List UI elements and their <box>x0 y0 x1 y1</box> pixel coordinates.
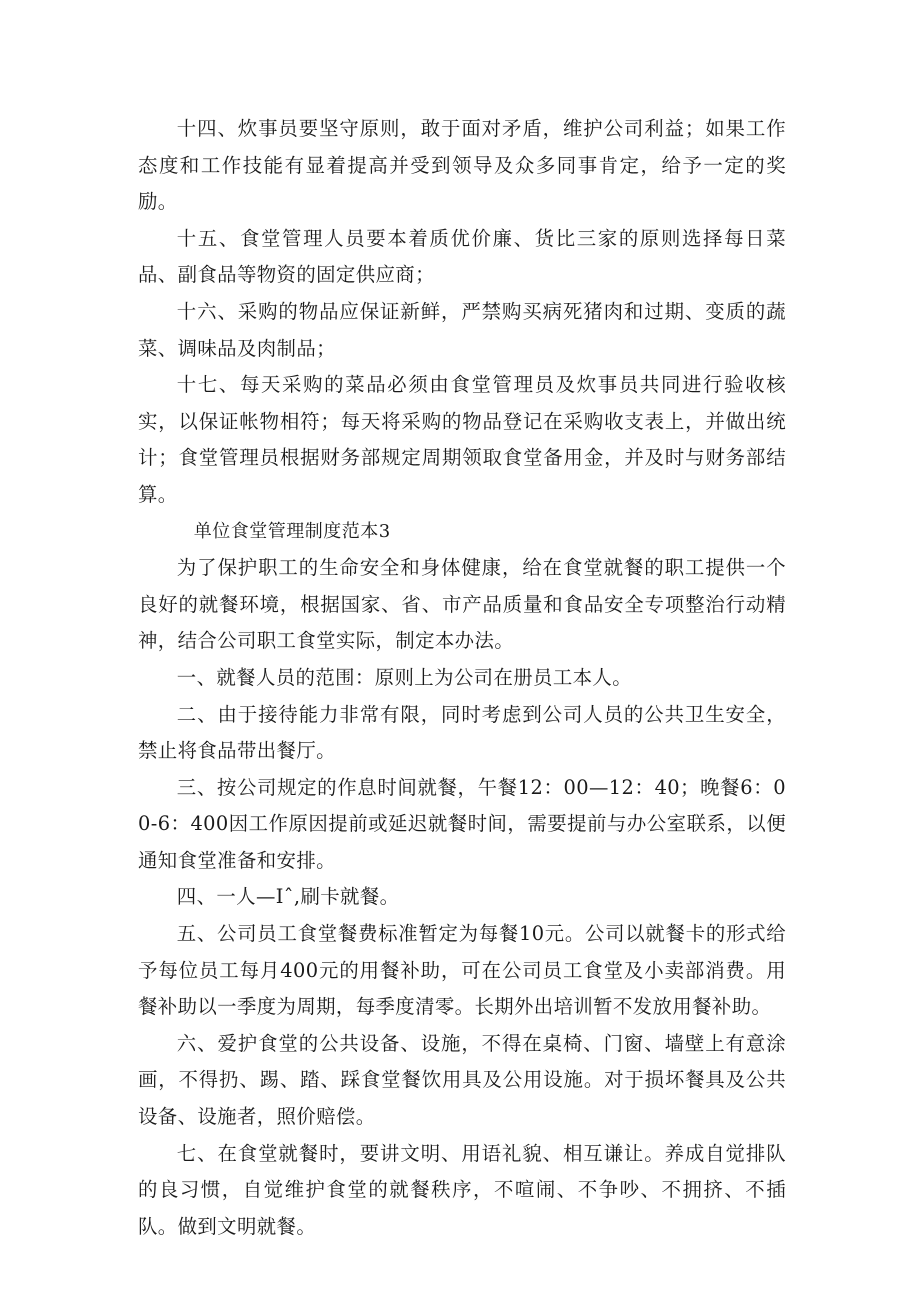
document-page <box>138 111 786 1245</box>
rule-4: 四、一人—Iˆ,刷卡就餐。 <box>176 885 400 909</box>
paragraph-14: 十四、炊事员要坚守原则，敢于面对矛盾，维护公司利益；如果工作态度和工作技能有显着提高并受到领导及众多同事肯定，给予一定的奖励。 <box>138 117 786 214</box>
paragraph-17: 十七、每天采购的菜品必须由食堂管理员及炊事员共同进行验收核实，以保证帐物相符；每天将采购的物品登记在采购收支表上，并做出统计；食堂管理员根据财务部规定周期领取食堂备用金，并及时与财务部结算。 <box>138 373 786 506</box>
paragraph-15: 十五、食堂管理人员要本着质优价廉、货比三家的原则选择每日菜品、副食品等物资的固定供应商； <box>138 226 786 287</box>
rule-2: 二、由于接待能力非常有限，同时考虑到公司人员的公共卫生安全，禁止将食品带出餐厅。 <box>138 702 786 763</box>
rule-6: 六、爱护食堂的公共设备、设施，不得在桌椅、门窗、墙壁上有意涂画，不得扔、踢、踏、踩食堂餐饮用具及公用设施。对于损坏餐具及公共设备、设施者，照价赔偿。 <box>138 1031 786 1129</box>
rule-1: 一、就餐人员的范围：原则上为公司在册员工本人。 <box>176 665 632 689</box>
rule-3: 三、按公司规定的作息时间就餐，午餐12：00—12：40；晚餐6：00-6：400因工作原因提前或延迟就餐时间，需要提前与办公室联系，以便通知食堂准备和安排。 <box>138 775 786 872</box>
section-intro: 为了保护职工的生命安全和身体健康，给在食堂就餐的职工提供一个良好的就餐环境，根据国家、省、市产品质量和食品安全专项整治行动精神，结合公司职工食堂实际，制定本办法。 <box>138 556 786 653</box>
paragraph-16: 十六、采购的物品应保证新鲜，严禁购买病死猪肉和过期、变质的蔬菜、调味品及肉制品； <box>138 299 786 360</box>
rule-5: 五、公司员工食堂餐费标准暂定为每餐10元。公司以就餐卡的形式给予每位员工每月400元的用餐补助，可在公司员工食堂及小卖部消费。用餐补助以一季度为周期，每季度清零。长期外出培训暂不发放用餐补助。 <box>138 922 786 1019</box>
section-title: 单位食堂管理制度范本3 <box>193 520 391 542</box>
rule-7: 七、在食堂就餐时，要讲文明、用语礼貌、相互谦让。养成自觉排队的良习惯，自觉维护食堂的就餐秩序，不喧闹、不争吵、不拥挤、不插队。做到文明就餐。 <box>138 1141 786 1238</box>
